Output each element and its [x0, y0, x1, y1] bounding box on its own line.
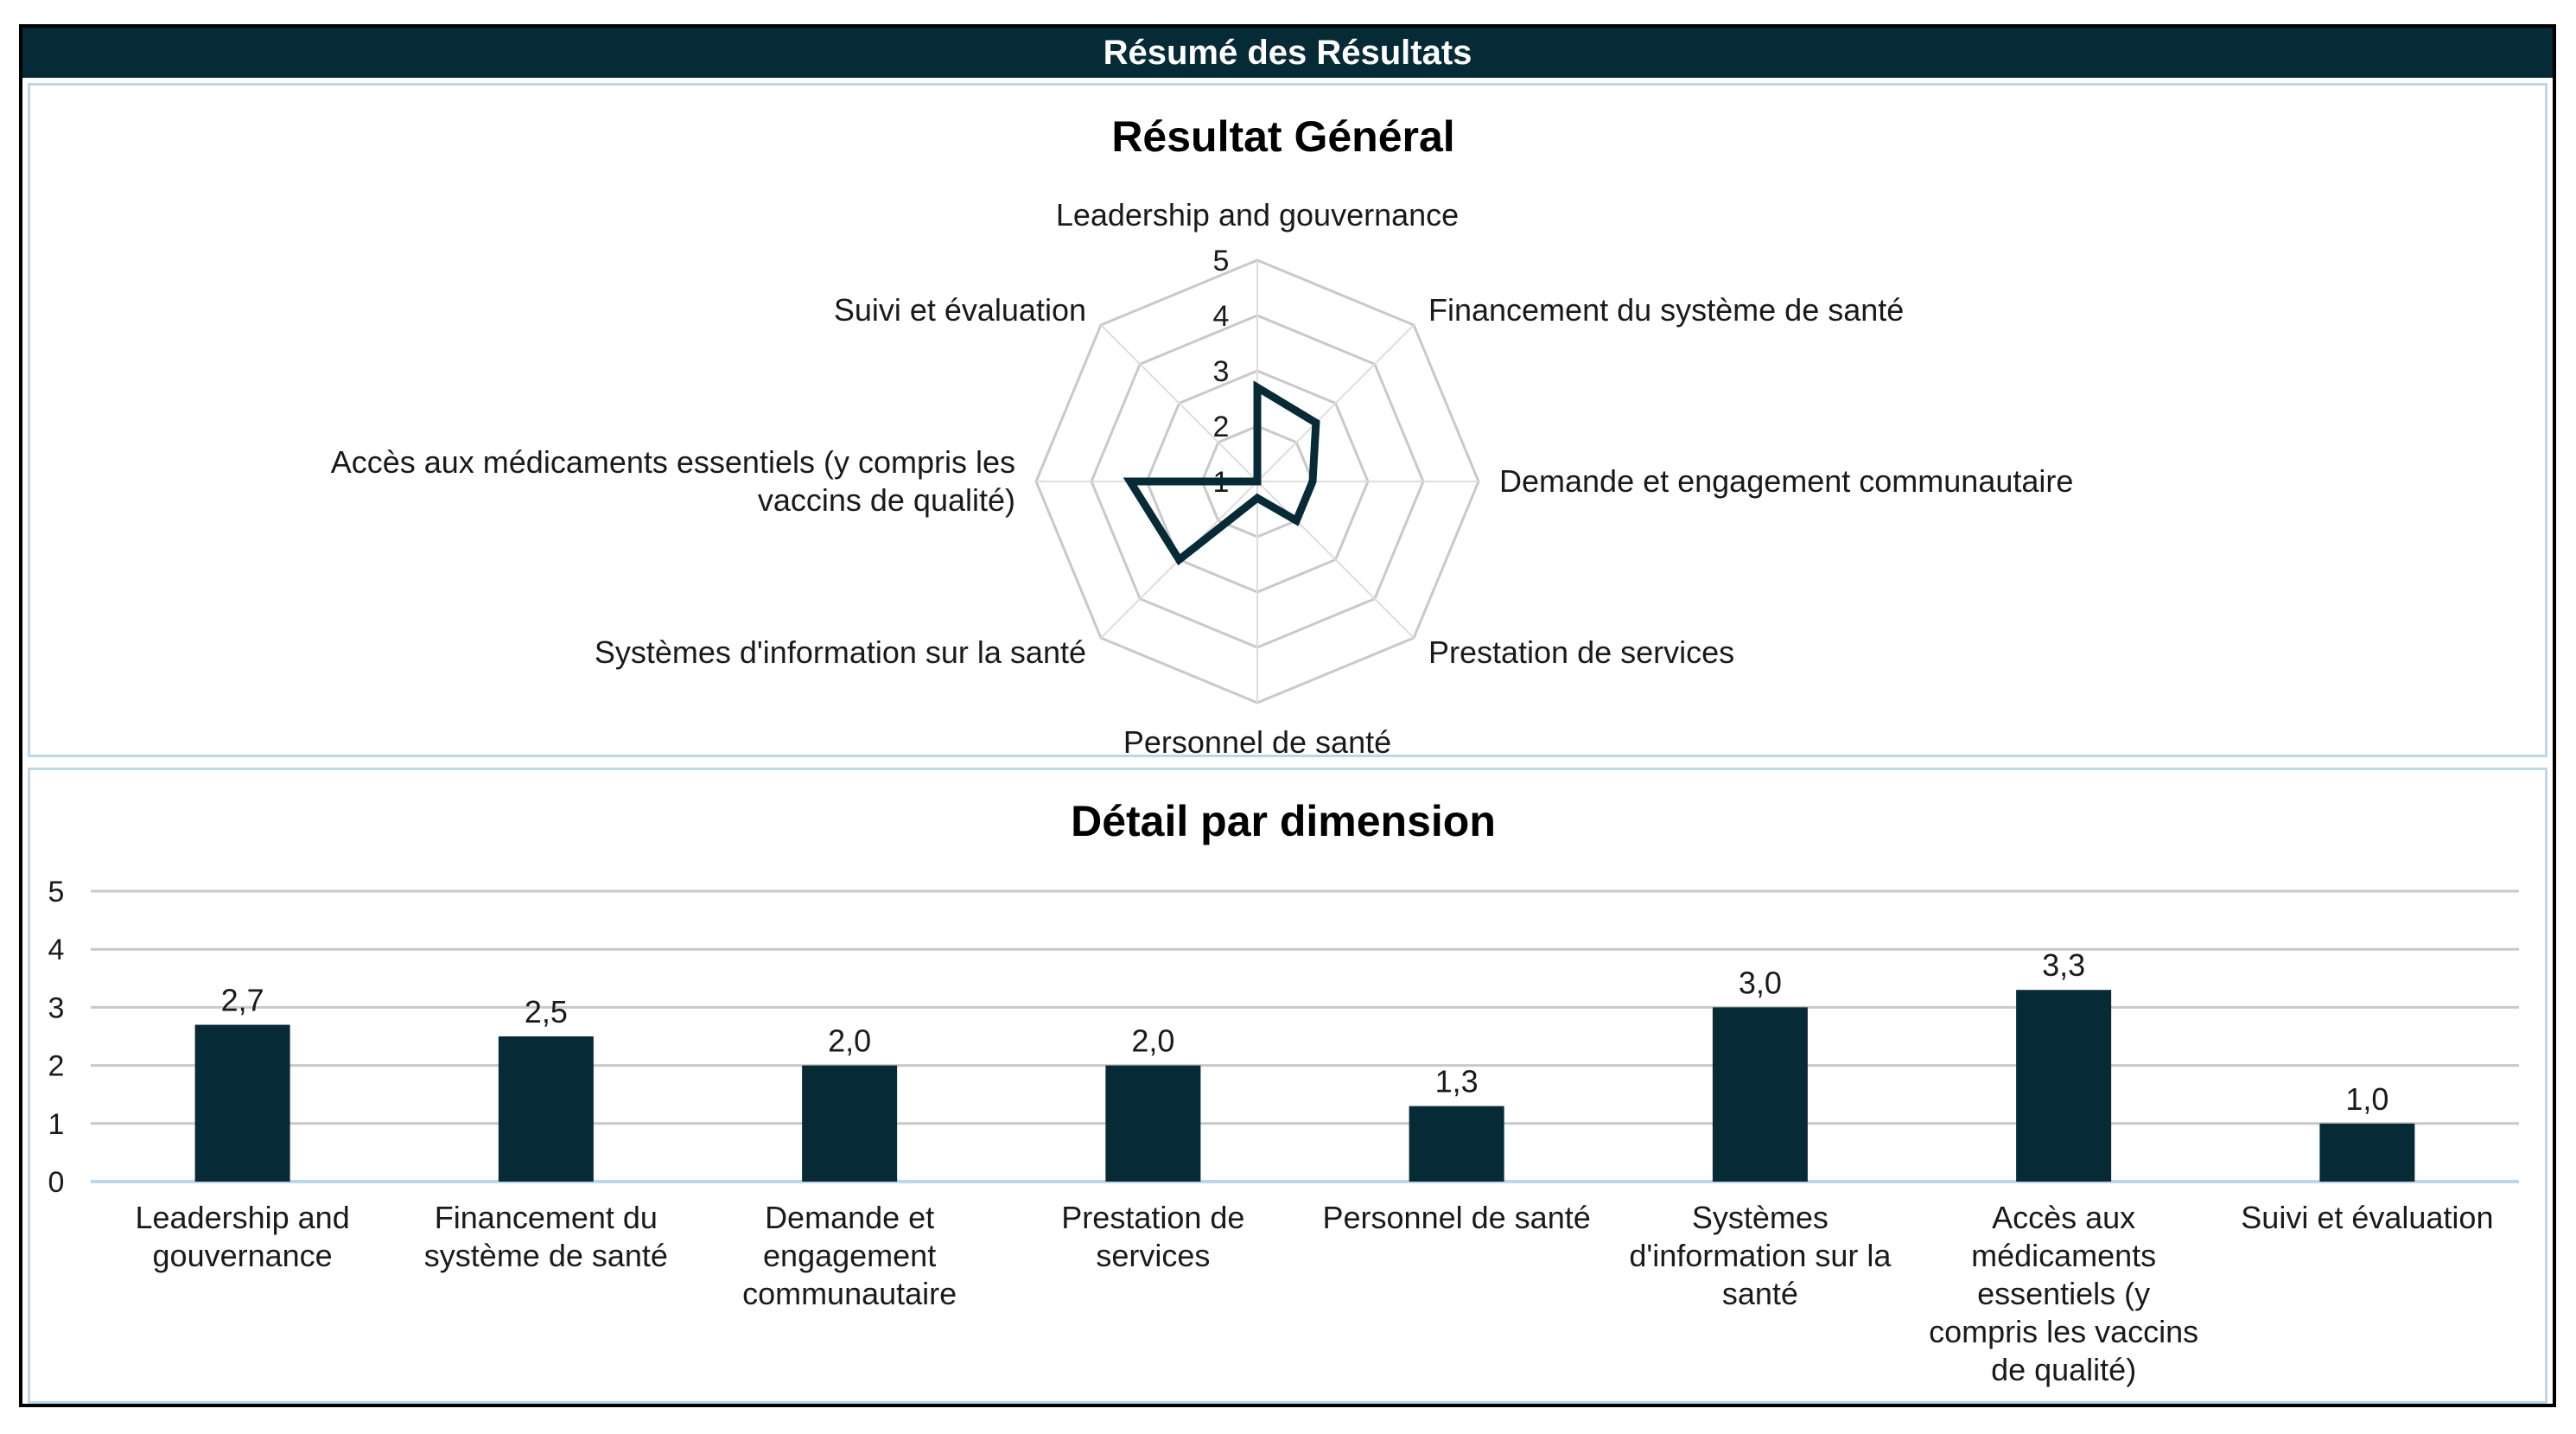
results-summary-frame: [19, 24, 2556, 1407]
bar-y-tick-label: 3: [48, 991, 65, 1025]
summary-title: Résumé des Résultats: [1103, 33, 1472, 72]
radar-chart: [30, 86, 2552, 760]
radar-axis-label: Systèmes d'information sur la santé: [594, 634, 1087, 670]
bar-value-label: 2,7: [220, 982, 264, 1018]
radar-tick-label: 3: [1212, 355, 1230, 388]
radar-axis-label: Personnel de santé: [1123, 724, 1392, 760]
bar-y-tick-label: 5: [48, 876, 65, 908]
bar-value-label: 1,0: [2345, 1080, 2389, 1117]
bar-chart-panel: [28, 768, 2547, 1404]
bar: [195, 1025, 290, 1182]
bar-category-label: Accès aux médicaments essentiels (y compris les vaccins de qualité): [1929, 1200, 2199, 1387]
bar: [2319, 1124, 2414, 1182]
summary-header: [22, 28, 2553, 78]
bar-y-tick-label: 1: [48, 1107, 65, 1141]
radar-chart-panel: [28, 83, 2547, 760]
radar-tick-label: 2: [1212, 411, 1230, 443]
radar-axis-label: Prestation de services: [1428, 634, 1735, 670]
bar-chart: [30, 770, 2552, 1401]
bar-value-label: 3,3: [2042, 947, 2086, 984]
radar-tick-label: 5: [1212, 245, 1230, 277]
bar-value-label: 3,0: [1738, 965, 1782, 1001]
bar-value-label: 1,3: [1434, 1063, 1479, 1099]
bar-value-label: 2,0: [1131, 1023, 1175, 1059]
bar-category-label: Personnel de santé: [1322, 1200, 1591, 1235]
radar-axis-label: Suivi et évaluation: [833, 292, 1087, 328]
bar-y-tick-label: 4: [48, 934, 65, 967]
bar-chart-title: Détail par dimension: [1071, 797, 1496, 845]
bar: [802, 1066, 897, 1182]
radar-axis-label: Leadership and gouvernance: [1055, 197, 1460, 233]
bar-category-label: Systèmes d'information sur la santé: [1629, 1200, 1892, 1311]
radar-tick-label: 1: [1212, 466, 1230, 499]
radar-tick-label: 4: [1212, 300, 1230, 333]
bar: [499, 1036, 594, 1182]
bar-category-label: Leadership and gouvernance: [135, 1200, 350, 1273]
bar-category-label: Suivi et évaluation: [2241, 1200, 2494, 1235]
radar-axis-label: Demande et engagement communautaire: [1499, 463, 2074, 499]
bar-category-label: Financement du système de santé: [423, 1200, 668, 1273]
bar: [1105, 1066, 1200, 1182]
bar: [1409, 1106, 1504, 1182]
bar: [1713, 1007, 1808, 1182]
bar-value-label: 2,0: [828, 1023, 872, 1059]
bar-category-label: Demande et engagement communautaire: [742, 1200, 957, 1311]
bar: [2016, 990, 2111, 1182]
bar-category-label: Prestation de services: [1061, 1200, 1245, 1273]
bar-value-label: 2,5: [524, 994, 568, 1029]
bar-y-tick-label: 2: [48, 1049, 65, 1083]
radar-axis-label: Accès aux médicaments essentiels (y compris les vaccins de qualité): [330, 444, 1015, 518]
radar-axis-label: Financement du système de santé: [1428, 292, 1905, 328]
radar-chart-title: Résultat Général: [1111, 112, 1455, 161]
bar-y-tick-label: 0: [48, 1166, 65, 1199]
